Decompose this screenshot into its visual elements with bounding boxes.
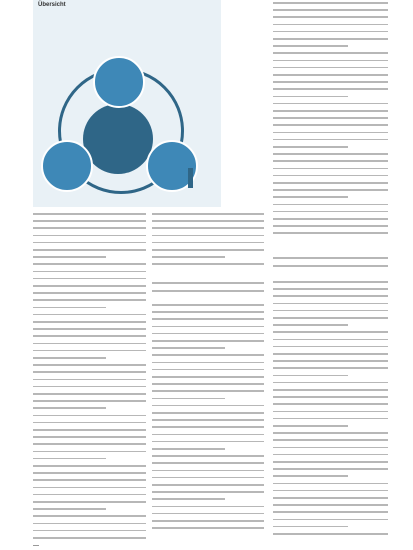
body-text-line-col2b [152,506,264,508]
body-text-line-col3b [273,504,388,506]
body-text-line-col2b [152,369,264,371]
body-text-line-col3a [273,168,388,170]
body-text-line-col1 [33,314,146,316]
body-text-line-col3a [273,67,388,69]
body-text-line-col3b [273,483,388,485]
body-text-line-col1 [33,451,146,453]
body-text-line-col3a [273,132,388,134]
section-heading-line-col3 [273,265,388,267]
body-text-line-col1 [33,501,146,503]
body-text-line-col3a [273,45,348,47]
body-text-line-col2b [152,484,264,486]
body-text-line-col1 [33,479,146,481]
body-text-line-col2b [152,455,264,457]
body-text-line-col2a [152,263,264,265]
body-text-line-col3b [273,425,348,427]
body-text-line-col1 [33,429,146,431]
body-text-line-col2a [152,213,264,215]
body-text-line-col2b [152,405,264,407]
body-text-line-col2b [152,434,264,436]
body-text-line-col2b [152,318,264,320]
figure-caption-marker [188,168,193,188]
body-text-line-col3a [273,225,388,227]
body-text-line-col2a [152,256,225,258]
body-text-line-col1 [33,263,146,265]
body-text-line-col3b [273,497,388,499]
body-text-line-col2b [152,362,264,364]
body-text-line-col1 [33,328,146,330]
body-text-line-col1 [33,379,146,381]
body-text-line-col1 [33,242,146,244]
body-text-line-col3a [273,38,388,40]
body-text-line-col3a [273,146,348,148]
body-text-line-col3b [273,432,388,434]
section-heading-line-col3 [273,257,388,259]
body-text-line-col1 [33,357,106,359]
body-text-line-col2b [152,520,264,522]
body-text-line-col3b [273,288,388,290]
body-text-line-col1 [33,494,146,496]
body-text-line-col3b [273,353,388,355]
body-text-line-col3b [273,461,388,463]
body-text-line-col3a [273,232,388,234]
body-text-line-col2b [152,498,225,500]
body-text-line-col3b [273,418,388,420]
body-text-line-col2b [152,398,225,400]
body-text-line-col3b [273,310,388,312]
body-text-line-col1 [33,436,146,438]
body-text-line-col3a [273,2,388,4]
body-text-line-col1 [33,537,146,539]
body-text-line-col3a [273,153,388,155]
body-text-line-col2a [152,227,264,229]
body-text-line-col1 [33,364,146,366]
body-text-line-col3b [273,331,388,333]
body-text-line-col2a [152,235,264,237]
body-text-line-col1 [33,508,106,510]
body-text-line-col1 [33,407,106,409]
footer-rule [33,545,39,546]
body-text-line-col3a [273,204,388,206]
body-text-line-col3a [273,182,388,184]
body-text-line-col2b [152,448,225,450]
body-text-line-col1 [33,235,146,237]
body-text-line-col1 [33,523,146,525]
body-text-line-col1 [33,443,146,445]
body-text-line-col1 [33,292,146,294]
body-text-line-col3a [273,74,388,76]
body-text-line-col2b [152,376,264,378]
body-text-line-col1 [33,487,146,489]
body-text-line-col3b [273,346,388,348]
body-text-line-col1 [33,220,146,222]
body-text-line-col3b [273,475,348,477]
body-text-line-col2b [152,513,264,515]
body-text-line-col1 [33,307,106,309]
body-text-line-col3b [273,317,388,319]
body-text-line-col3a [273,139,388,141]
body-text-line-col3a [273,218,388,220]
body-text-line-col1 [33,393,146,395]
body-text-line-col3b [273,411,388,413]
body-text-line-col3a [273,60,388,62]
body-text-line-col3a [273,117,388,119]
body-text-line-col3a [273,196,348,198]
body-text-line-col3a [273,96,348,98]
body-text-line-col2b [152,462,264,464]
section-heading-line-col2 [152,290,264,292]
body-text-line-col3b [273,490,388,492]
body-text-line-col3b [273,389,388,391]
body-text-line-col2a [152,220,264,222]
body-text-line-col3a [273,103,388,105]
body-text-line-col2b [152,470,264,472]
body-text-line-col2a [152,242,264,244]
body-text-line-col2b [152,326,264,328]
body-text-line-col3b [273,468,388,470]
body-text-line-col1 [33,422,146,424]
body-text-line-col1 [33,465,146,467]
body-text-line-col3b [273,439,388,441]
body-text-line-col3b [273,375,348,377]
body-text-line-col2b [152,347,225,349]
body-text-line-col3a [273,24,388,26]
body-text-line-col3b [273,339,388,341]
body-text-line-col1 [33,472,146,474]
body-text-line-col3a [273,31,388,33]
body-text-line-col3a [273,211,388,213]
body-text-line-col2b [152,426,264,428]
body-text-line-col3a [273,9,388,11]
body-text-line-col3a [273,124,388,126]
body-text-line-col3a [273,110,388,112]
body-text-line-col1 [33,285,146,287]
section-label: Übersicht [38,2,66,8]
body-text-line-col3b [273,396,388,398]
body-text-line-col3b [273,324,348,326]
body-text-line-col1 [33,256,106,258]
body-text-line-col1 [33,371,146,373]
body-text-line-col3b [273,382,388,384]
body-text-line-col2b [152,390,264,392]
body-text-line-col1 [33,227,146,229]
body-text-line-col3a [273,81,388,83]
body-text-line-col1 [33,343,146,345]
body-text-line-col1 [33,335,146,337]
body-text-line-col2b [152,477,264,479]
body-text-line-col2b [152,311,264,313]
body-text-line-col2a [152,249,264,251]
body-text-line-col1 [33,458,106,460]
body-text-line-col1 [33,350,146,352]
body-text-line-col3b [273,360,388,362]
section-heading-line-col2 [152,282,264,284]
body-text-line-col3b [273,303,388,305]
figure-node-top [93,56,145,108]
body-text-line-col3b [273,519,388,521]
body-text-line-col1 [33,271,146,273]
body-text-line-col3b [273,511,388,513]
body-text-line-col3b [273,295,388,297]
body-text-line-col3b [273,454,388,456]
body-text-line-col2b [152,412,264,414]
body-text-line-col1 [33,278,146,280]
figure-node-left [41,140,93,192]
body-text-line-col2b [152,354,264,356]
body-text-line-col3b [273,533,388,535]
body-text-line-col1 [33,249,146,251]
body-text-line-col1 [33,321,146,323]
body-text-line-col3b [273,403,388,405]
body-text-line-col1 [33,213,146,215]
figure-center-circle [83,104,153,174]
body-text-line-col2b [152,419,264,421]
body-text-line-col3b [273,526,348,528]
body-text-line-col3b [273,447,388,449]
body-text-line-col1 [33,515,146,517]
body-text-line-col1 [33,530,146,532]
body-text-line-col2b [152,527,264,529]
body-text-line-col1 [33,400,146,402]
body-text-line-col2b [152,304,264,306]
body-text-line-col2b [152,383,264,385]
body-text-line-col2b [152,441,264,443]
body-text-line-col1 [33,299,146,301]
body-text-line-col3a [273,52,388,54]
body-text-line-col3b [273,281,388,283]
body-text-line-col3a [273,16,388,18]
body-text-line-col2b [152,333,264,335]
body-text-line-col3a [273,160,388,162]
body-text-line-col3a [273,189,388,191]
body-text-line-col3b [273,367,388,369]
body-text-line-col1 [33,415,146,417]
body-text-line-col3a [273,88,388,90]
body-text-line-col3a [273,175,388,177]
body-text-line-col2b [152,340,264,342]
body-text-line-col1 [33,386,146,388]
body-text-line-col2b [152,491,264,493]
